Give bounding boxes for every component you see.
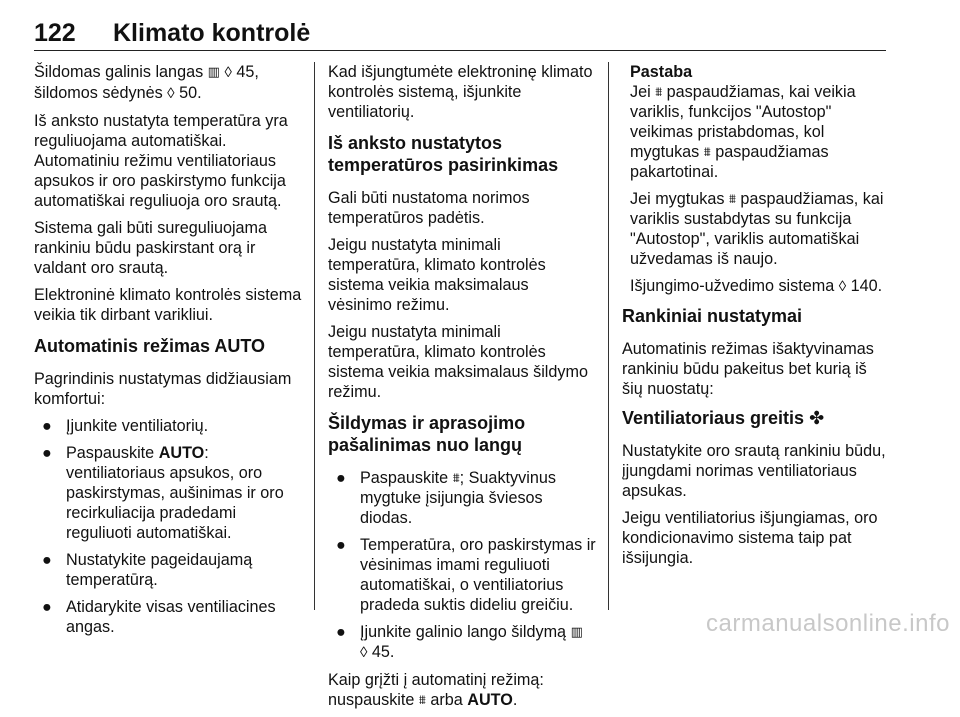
paragraph: Nustatykite oro srautą rankiniu būdu, įjungdami norimas ventiliatoriaus apsukas. — [622, 442, 886, 500]
fan-icon: ✤ — [809, 408, 825, 428]
bullet-icon: ● — [42, 551, 52, 569]
defrost-icon: ⩩ — [703, 144, 711, 159]
heading-auto-mode: Automatinis režimas AUTO — [34, 336, 266, 356]
paragraph: Jei ⩩ paspaudžiamas, kai veikia variklis, funkcijos "Autostop" veikimas pristabdomas, kol mygtukas ⩩ paspaudžiamas pakartotinai. — [630, 83, 856, 181]
bullet-icon: ● — [42, 598, 52, 616]
list-item: ● Nustatykite pageidaujamą temperatūrą. — [42, 551, 253, 589]
page-ref-icon: ◊ — [838, 278, 847, 295]
page-ref[interactable]: 50. — [179, 84, 202, 102]
paragraph: Išjungimo-užvedimo sistema ◊ 140. — [630, 277, 883, 295]
column-2 — [328, 62, 596, 717]
page-ref-icon: ◊ — [167, 85, 175, 102]
page-ref[interactable]: 140. — [850, 277, 883, 295]
bullet-list — [328, 468, 596, 663]
note-box — [622, 62, 890, 297]
column-1 — [34, 62, 302, 644]
defrost-icon: ⩩ — [655, 84, 663, 99]
paragraph: Gali būti nustatoma norimos temperatūros padėtis. — [328, 189, 530, 227]
page-title: Klimato kontrolė — [113, 19, 311, 47]
list-item: ● Temperatūra, oro paskirstymas ir vėsinimas imami reguliuoti automatiškai, o ventiliatorius pradeda suktis dideliu greičiu. — [336, 536, 596, 614]
defrost-icon: ⩩ — [418, 692, 426, 707]
bullet-icon: ● — [42, 417, 52, 435]
paragraph: Automatinis režimas išaktyvinamas rankiniu būdu pakeitus bet kurią iš šių nuostatų: — [622, 340, 874, 398]
heading-defrost: Šildymas ir aprasojimo pašalinimas nuo langų — [328, 413, 526, 455]
defrost-icon: ⩩ — [452, 470, 460, 485]
page-number: 122 — [34, 19, 76, 47]
bullet-icon: ● — [336, 469, 346, 487]
paragraph: Elektroninė klimato kontrolės sistema veikia tik dirbant varikliui. — [34, 286, 302, 324]
bullet-list — [34, 416, 302, 637]
paragraph: Sistema gali būti sureguliuojama rankiniu būdu paskirstant orą ir valdant oro srautą. — [34, 219, 268, 277]
paragraph: Jeigu nustatyta minimali temperatūra, klimato kontrolės sistema veikia maksimalaus šildymo režimu. — [328, 323, 588, 401]
page-ref-icon: ◊ — [360, 644, 368, 661]
list-item: ● Paspauskite ⩩; Suaktyvinus mygtuke įsijungia šviesos diodas. — [336, 469, 556, 527]
paragraph: Pagrindinis nustatymas didžiausiam komfortui: — [34, 370, 292, 408]
list-item: ● Paspauskite AUTO: ventiliatoriaus apsukos, oro paskirstymas, aušinimas ir oro recirkuliacija pradedami reguliuoti automatiškai. — [42, 444, 284, 542]
paragraph: Iš anksto nustatyta temperatūra yra reguliuojama automatiškai. Automatiniu režimu ventiliatoriaus apsukos ir oro paskirstymo funkcija automatiškai reguliuoja oro srautą. — [34, 112, 288, 210]
page-ref-icon: ◊ — [224, 64, 232, 81]
bullet-icon: ● — [336, 536, 346, 554]
list-item: ● Įjunkite galinio lango šildymą ▥ ◊ 45. — [336, 623, 583, 661]
column-divider-2 — [608, 62, 609, 610]
bullet-icon: ● — [42, 444, 52, 462]
heading-fan-speed: Ventiliatoriaus greitis ✤ — [622, 408, 825, 428]
watermark: carmanualsonline.info — [706, 610, 950, 637]
defrost-icon: ⩩ — [728, 191, 736, 206]
page-ref[interactable]: 45. — [371, 643, 395, 661]
heading-preset-temperature: Iš anksto nustatytos temperatūros pasirinkimas — [328, 133, 559, 175]
note-heading: Pastaba — [630, 63, 693, 81]
column-3 — [622, 62, 890, 575]
paragraph: Šildomas galinis langas ▥ ◊ 45, šildomos sėdynės ◊ 50. — [34, 63, 259, 102]
bullet-icon: ● — [336, 623, 346, 641]
page-ref[interactable]: 45, — [236, 63, 259, 81]
rear-window-heating-icon: ▥ — [207, 64, 220, 79]
heading-manual-settings: Rankiniai nustatymai — [622, 306, 803, 326]
list-item: ● Atidarykite visas ventiliacines angas. — [42, 598, 276, 636]
header-rule — [34, 50, 886, 51]
rear-window-heating-icon: ▥ — [570, 624, 583, 639]
paragraph: Jei mygtukas ⩩ paspaudžiamas, kai variklis sustabdytas su funkcija "Autostop", variklis automatiškai užvedamas iš naujo. — [630, 190, 884, 268]
page-header — [0, 0, 960, 52]
paragraph: Kad išjungtumėte elektroninę klimato kontrolės sistemą, išjunkite ventiliatorių. — [328, 63, 593, 121]
paragraph: Kaip grįžti į automatinį režimą: nuspauskite ⩩ arba AUTO. — [328, 671, 544, 709]
paragraph: Jeigu ventiliatorius išjungiamas, oro kondicionavimo sistema taip pat išsijungia. — [622, 509, 878, 567]
list-item: ● Įjunkite ventiliatorių. — [42, 417, 209, 435]
column-divider-1 — [314, 62, 315, 610]
paragraph: Jeigu nustatyta minimali temperatūra, klimato kontrolės sistema veikia maksimalaus vėsinimo režimu. — [328, 236, 546, 314]
